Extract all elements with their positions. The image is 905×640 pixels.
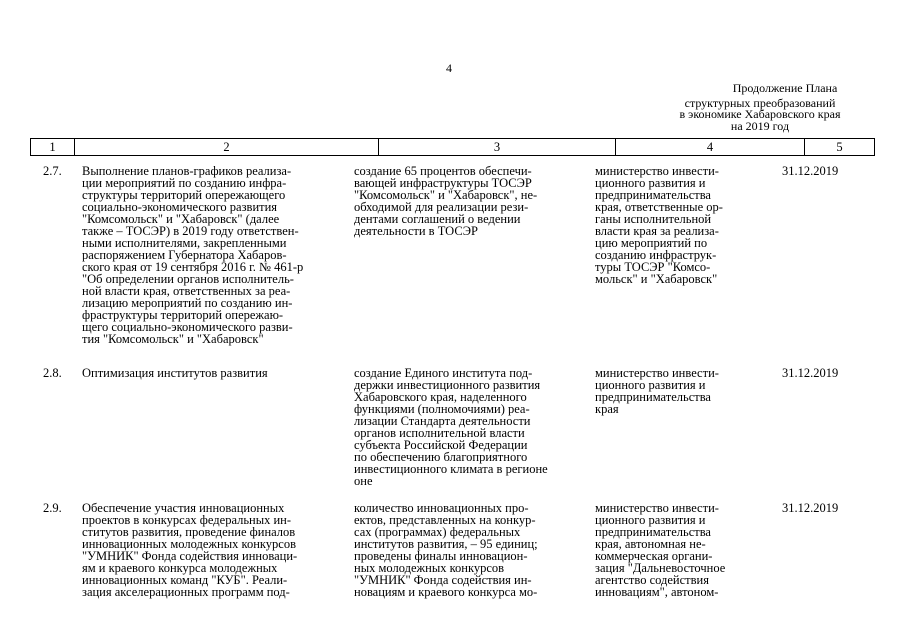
cell-line: социально-экономического развития <box>82 200 278 214</box>
cell-line: количество инновационных про- <box>354 501 529 515</box>
cell-line: "УМНИК" Фонда содействия ин- <box>354 573 532 587</box>
continuation-line: структурных преобразований <box>684 95 836 110</box>
column-header: 5 <box>836 140 843 154</box>
cell-line: ными исполнителями, закрепленными <box>82 236 287 250</box>
cell-line: "Комсомольск" и "Хабаровск" (далее <box>82 212 280 226</box>
cell-line: агентство содействия <box>595 573 709 587</box>
cell-line: ных молодежных конкурсов <box>354 561 505 575</box>
cell-line: мольск" и "Хабаровск" <box>595 272 718 286</box>
cell-line: инновационных молодежных конкурсов <box>82 537 296 551</box>
cell-line: также – ТОСЭР) в 2019 году ответствен- <box>82 224 299 238</box>
cell-line: созданию инфраструк- <box>595 248 717 262</box>
row-number: 2.9. <box>43 501 62 515</box>
result-text <box>354 502 588 598</box>
cell-line: цию мероприятий по <box>595 236 708 250</box>
cell-line: создание 65 процентов обеспечи- <box>354 164 532 178</box>
cell-line: фраструктуры территорий опережаю- <box>82 308 284 322</box>
cell-line: инновациям", автоном- <box>595 585 719 599</box>
column-header: 4 <box>616 139 805 155</box>
cell-line: держки инвестиционного развития <box>354 378 541 392</box>
cell-line: сах (программах) федеральных <box>354 525 521 539</box>
measure-text <box>82 502 344 598</box>
cell-line: дентами соглашений о ведении <box>354 212 521 226</box>
cell-line: "Об определении органов исполнитель- <box>82 272 294 286</box>
plan-continuation-header <box>660 83 860 132</box>
cell-line: институтов развития, – 95 единиц; <box>354 537 538 551</box>
page-number: 4 <box>446 61 452 75</box>
cell-line: лизацию мероприятий по созданию ин- <box>82 296 293 310</box>
cell-line: министерство инвести- <box>595 501 719 515</box>
cell-line: министерство инвести- <box>595 164 719 178</box>
table-header-row <box>30 138 875 156</box>
cell-line: ям и краевого конкурса молодежных <box>82 561 278 575</box>
cell-line: деятельности в ТОСЭР <box>354 224 478 238</box>
continuation-title: Продолжение Плана <box>732 81 838 95</box>
cell-line: оне <box>354 474 373 488</box>
cell-line: обходимой для реализации рези- <box>354 200 529 214</box>
deadline-text: 31.12.2019 <box>782 366 839 380</box>
cell-line: "УМНИК" Фонда содействия инноваци- <box>82 549 298 563</box>
result-text <box>354 165 588 237</box>
cell-line: проведены финалы инновацион- <box>354 549 528 563</box>
cell-line: зация "Дальневосточное <box>595 561 726 575</box>
continuation-line: на 2019 год <box>730 118 790 133</box>
measure-text <box>82 165 344 345</box>
cell-line: ского края от 19 сентября 2016 г. № 461-р <box>82 260 304 274</box>
cell-line: предпринимательства <box>595 525 711 539</box>
cell-line: Обеспечение участия инновационных <box>82 501 285 515</box>
cell-line: туры ТОСЭР "Комсо- <box>595 260 711 274</box>
deadline-text: 31.12.2019 <box>782 501 839 515</box>
responsible-text <box>595 367 745 415</box>
column-header: 1 <box>31 139 75 155</box>
cell-line: ститутов развития, проведение финалов <box>82 525 296 539</box>
measure-text <box>82 367 344 379</box>
cell-line: края, ответственные ор- <box>595 200 723 214</box>
cell-line: функциями (полномочиями) реа- <box>354 402 530 416</box>
cell-line: ной власти края, ответственных за реа- <box>82 284 291 298</box>
cell-line: министерство инвести- <box>595 366 719 380</box>
cell-line: органов исполнительной власти <box>354 426 525 440</box>
cell-line: вающей инфраструктуры ТОСЭР <box>354 176 532 190</box>
continuation-line: в экономике Хабаровского края <box>679 107 841 121</box>
responsible-text <box>595 502 745 598</box>
cell-line: новациям и краевого конкурса мо- <box>354 585 538 599</box>
cell-line: по обеспечению благоприятного <box>354 450 528 464</box>
result-text <box>354 367 588 487</box>
cell-line: ции мероприятий по созданию инфра- <box>82 176 287 190</box>
cell-line: распоряжением Губернатора Хабаров- <box>82 248 287 262</box>
cell-line: предпринимательства <box>595 390 711 404</box>
cell-line: ганы исполнительной <box>595 212 712 226</box>
cell-line: края <box>595 402 619 416</box>
cell-line: структуры территорий опережающего <box>82 188 286 202</box>
cell-line: инновационных команд "КУБ". Реали- <box>82 573 288 587</box>
cell-line: инвестиционного климата в регионе <box>354 462 548 476</box>
cell-line: Хабаровского края, наделенного <box>354 390 527 404</box>
column-header: 3 <box>379 139 616 155</box>
cell-line: щего социально-экономического разви- <box>82 320 293 334</box>
cell-line: Выполнение планов-графиков реализа- <box>82 164 292 178</box>
column-header: 2 <box>75 139 379 155</box>
cell-line: Оптимизация институтов развития <box>82 366 268 380</box>
cell-line: "Комсомольск" и "Хабаровск", не- <box>354 188 538 202</box>
cell-line: ционного развития и <box>595 513 706 527</box>
cell-line: зация акселерационных программ под- <box>82 585 290 599</box>
cell-line: коммерческая органи- <box>595 549 713 563</box>
cell-line: проектов в конкурсах федеральных ин- <box>82 513 292 527</box>
row-number: 2.8. <box>43 366 62 380</box>
cell-line: субъекта Российской Федерации <box>354 438 528 452</box>
cell-line: предпринимательства <box>595 188 711 202</box>
cell-line: ектов, представленных на конкур- <box>354 513 536 527</box>
deadline-text: 31.12.2019 <box>782 164 839 178</box>
cell-line: власти края за реализа- <box>595 224 719 238</box>
cell-line: ционного развития и <box>595 378 706 392</box>
row-number: 2.7. <box>43 164 62 178</box>
cell-line: лизации Стандарта деятельности <box>354 414 531 428</box>
cell-line: создание Единого института под- <box>354 366 533 380</box>
cell-line: ционного развития и <box>595 176 706 190</box>
responsible-text <box>595 165 745 285</box>
cell-line: тия "Комсомольск" и "Хабаровск" <box>82 332 264 346</box>
cell-line: края, автономная не- <box>595 537 706 551</box>
